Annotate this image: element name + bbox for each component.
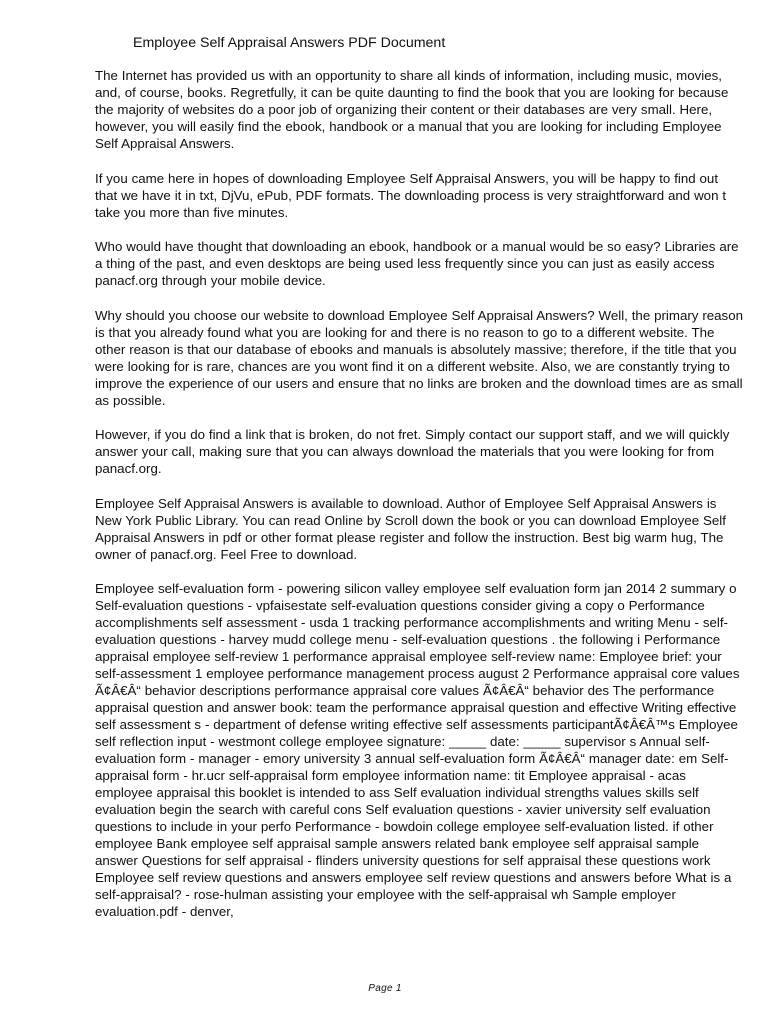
- document-title: Employee Self Appraisal Answers PDF Document: [133, 35, 446, 51]
- page-number: Page 1: [368, 983, 402, 994]
- paragraph-why-choose: Why should you choose our website to download Employee Self Appraisal Answers? Well, the primary reason is that you already found what you are looking for and there is no reason to go to a different website. The other reason is that our database of ebooks and manuals is absolutely massive; therefore, if the title that you were looking for is rare, chances are you wont find it on a different website. Also, we are constantly trying to improve the experience of our users and ensure that no links are broken and the download times are as small as possible.: [95, 307, 743, 408]
- paragraph-broken-links: However, if you do find a link that is broken, do not fret. Simply contact our support staff, and we will quickly answer your call, making sure that you can always download the materials that you were looking for from panacf.org.: [95, 427, 730, 476]
- document-body: [95, 67, 743, 937]
- paragraph-related-summary: Employee self-evaluation form - powering silicon valley employee self evaluation form jan 2014 2 summary o Self-evaluation questions - vpfaisestate self-evaluation questions consider giving a copy o Performance accomplishments self assessment - usda 1 tracking performance accomplishments and writing Menu - self-evaluation questions - harvey mudd college menu - self-evaluation questions . the following i Performance appraisal employee self-review 1 performance appraisal employee self-review name: Employee brief: your self-assessment 1 employee performance management process august 2 Performance appraisal core values Ã¢Â€Â“ behavior descriptions performance appraisal core values Ã¢Â€Â“ behavior des The performance appraisal question and answer book: team the performance appraisal question and effective Writing effective self assessment s - department of defense writing effective self assessments participantÃ¢Â€Â™s Employee self reflection input - westmont college employee signature: _____ date: _____ supervisor s Annual self-evaluation form - manager - emory university 3 annual self-evaluation form Ã¢Â€Â“ manager date: em Self-appraisal form - hr.ucr self-appraisal form employee information name: tit Employee appraisal - acas employee appraisal this booklet is intended to ass Self evaluation individual strengths values skills self evaluation begin the search with careful cons Self evaluation questions - xavier university self evaluation questions to include in your perfo Performance - bowdoin college employee self-evaluation listed. if other employee Bank employee self appraisal sample answers related bank employee self appraisal sample answer Questions for self appraisal - flinders university questions for self appraisal these questions work Employee self review questions and answers employee self review questions and answers before What is a self-appraisal? - rose-hulman assisting your employee with the self-appraisal wh Sample employer evaluation.pdf - denver,: [95, 580, 740, 919]
- paragraph-availability: Employee Self Appraisal Answers is available to download. Author of Employee Self Appraisal Answers is New York Public Library. You can read Online by Scroll down the book or you can download Employee Self Appraisal Answers in pdf or other format please register and follow the instruction. Best big warm hug, The owner of panacf.org. Feel Free to download.: [95, 495, 726, 562]
- paragraph-intro: The Internet has provided us with an opportunity to share all kinds of information, including music, movies, and, of course, books. Regretfully, it can be quite daunting to find the book that you are looking for because the majority of websites do a poor job of organizing their content or their databases are very small. Here, however, you will easily find the ebook, handbook or a manual that you are looking for including Employee Self Appraisal Answers.: [95, 68, 729, 151]
- paragraph-mobile-access: Who would have thought that downloading an ebook, handbook or a manual would be so easy? Libraries are a thing of the past, and even desktops are being used less frequently since you can just as easily access panacf.org through your mobile device.: [95, 239, 739, 288]
- paragraph-download-formats: If you came here in hopes of downloading Employee Self Appraisal Answers, you will be happy to find out that we have it in txt, DjVu, ePub, PDF formats. The downloading process is very straightforward and won t take you more than five minutes.: [95, 170, 727, 220]
